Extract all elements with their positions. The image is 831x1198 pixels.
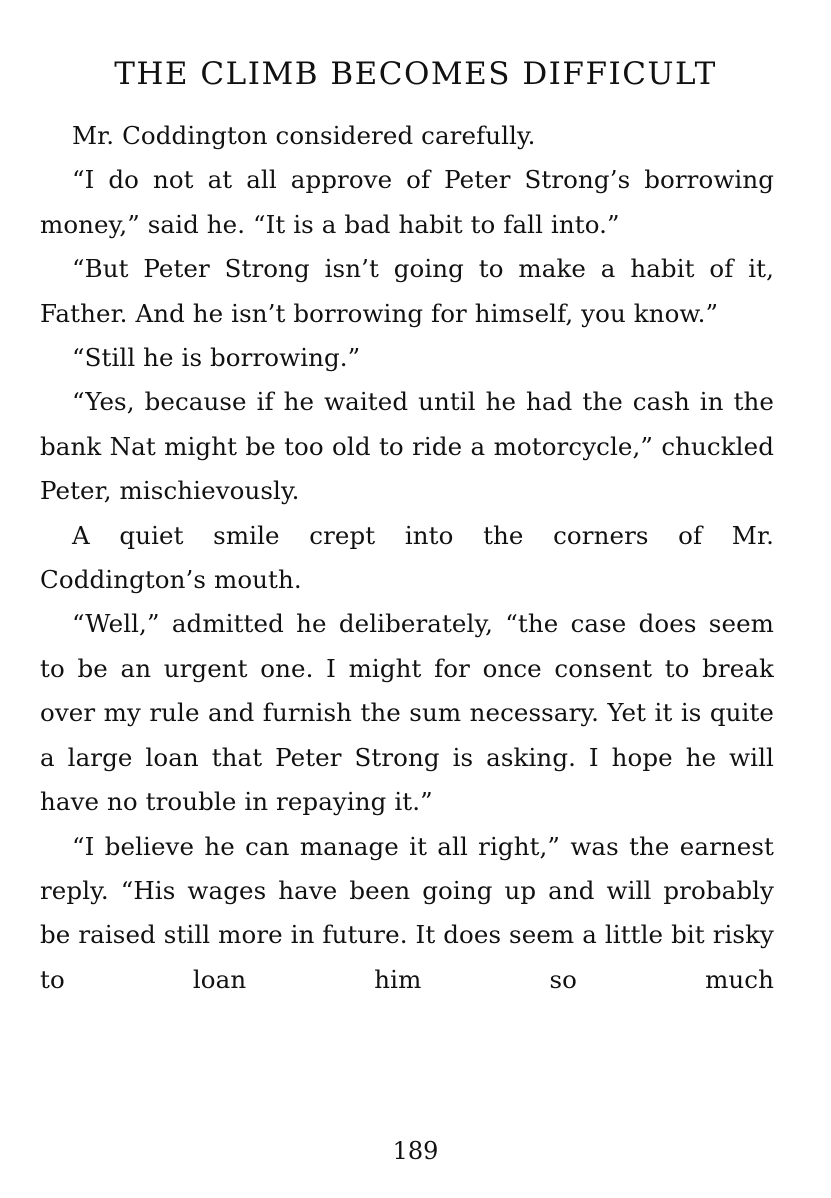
paragraph-5: “Yes, because if he waited until he had the cash in the bank Nat might be too old to ride a motorcycle,” chuckled Peter, mischievously.: [40, 387, 774, 506]
paragraph-6: A quiet smile crept into the corners of Mr. Coddington’s mouth.: [40, 520, 774, 595]
body-text: [40, 114, 774, 1002]
paragraph-4: “Still he is borrowing.”: [72, 343, 361, 373]
paragraph-8: “I believe he can manage it all right,” was the earnest reply. “His wages have been going up and will probably be raised still more in future. It does seem a little bit risky to loan him so much: [40, 831, 774, 994]
page-number: 189: [392, 1137, 439, 1165]
paragraph-2: “I do not at all approve of Peter Strong’s borrowing money,” said he. “It is a bad habit to fall into.”: [40, 165, 774, 239]
running-head: THE CLIMB BECOMES DIFFICULT: [114, 56, 717, 92]
paragraph-1: Mr. Coddington considered carefully.: [72, 121, 536, 150]
paragraph-3: “But Peter Strong isn’t going to make a habit of it, Father. And he isn’t borrowing for himself, you know.”: [40, 254, 774, 328]
paragraph-7: “Well,” admitted he deliberately, “the case does seem to be an urgent one. I might for once consent to break over my rule and furnish the sum necessary. Yet it is quite a large loan that Peter Strong is asking. I hope he will have no trouble in repaying it.”: [40, 609, 774, 817]
